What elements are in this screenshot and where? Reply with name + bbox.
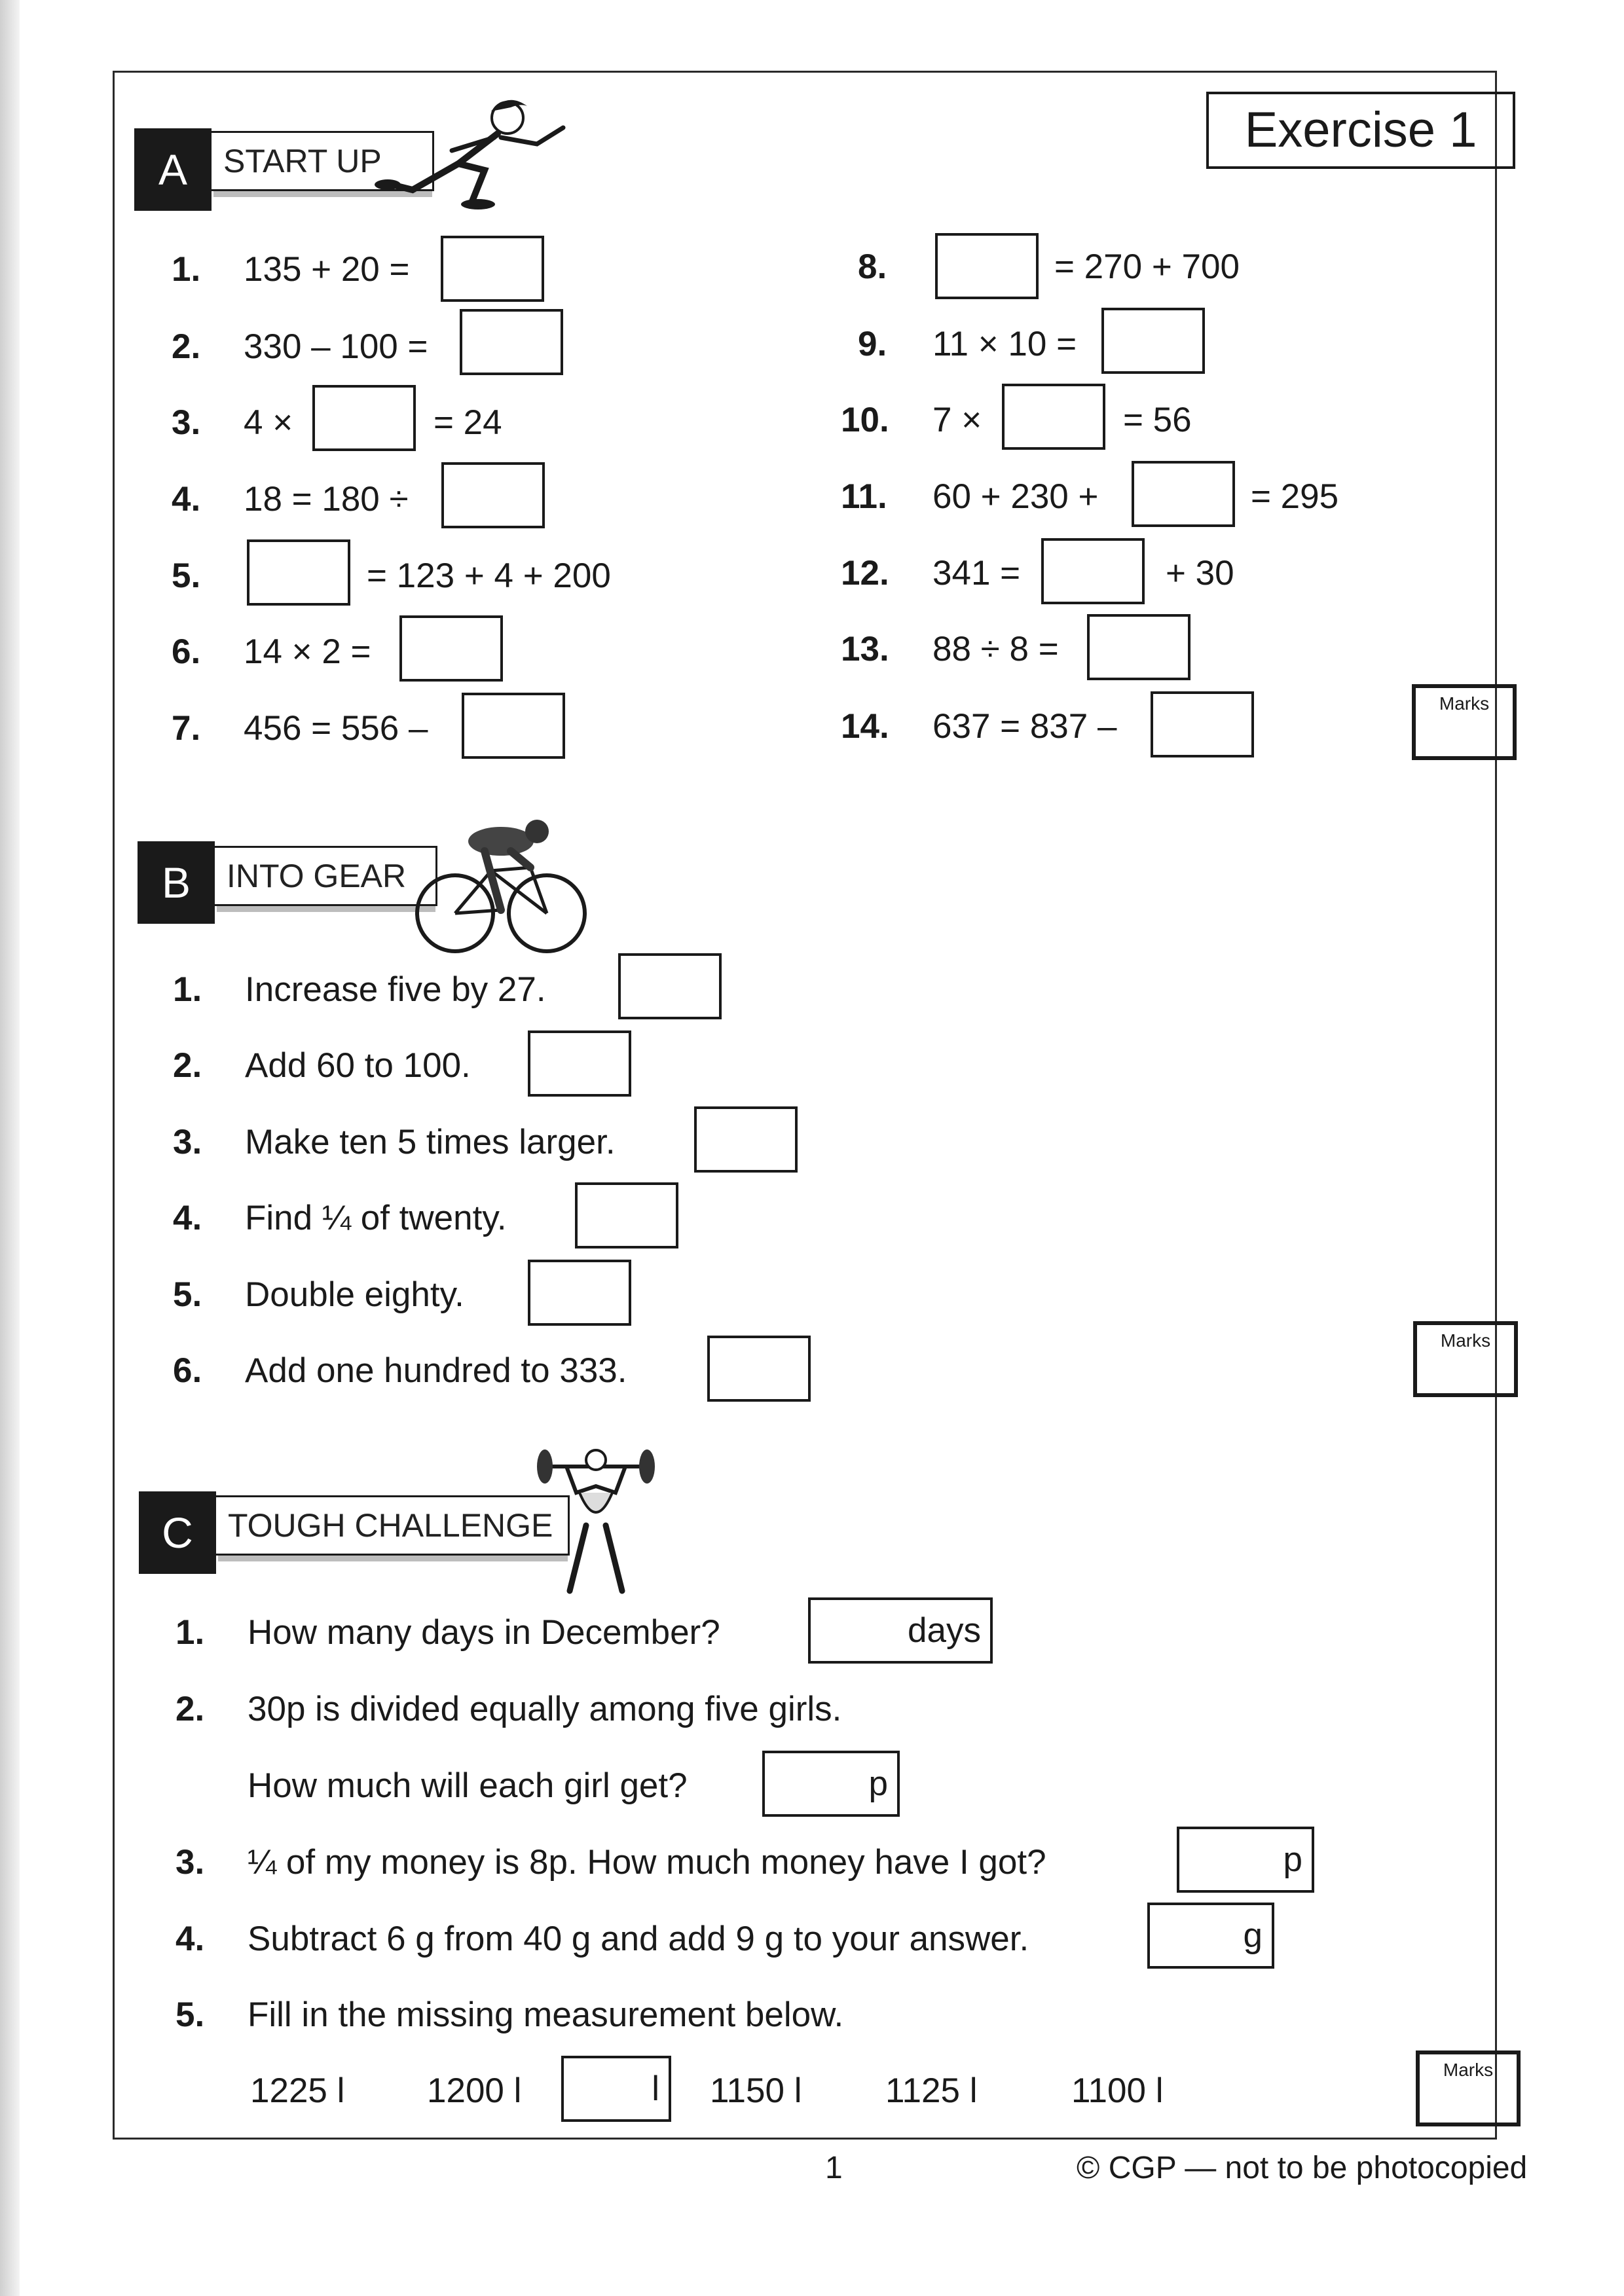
- b-q2-text: Add 60 to 100.: [245, 1046, 471, 1085]
- a-q14-answer-box[interactable]: [1151, 691, 1254, 757]
- a-q5-answer-box[interactable]: [247, 539, 350, 606]
- a-q6-number: 6.: [172, 632, 201, 671]
- a-q2-number: 2.: [172, 327, 201, 366]
- page-edge-shadow: [0, 0, 20, 2296]
- a-q4-answer-box[interactable]: [441, 462, 545, 528]
- c-q3-number: 3.: [175, 1843, 205, 1882]
- a-q4-text: 18 = 180 ÷: [244, 480, 409, 519]
- a-q14-text: 637 = 837 –: [932, 707, 1117, 746]
- a-q7-answer-box[interactable]: [462, 693, 565, 759]
- a-q4-number: 4.: [172, 480, 201, 519]
- a-q10-number: 10.: [841, 401, 889, 439]
- c-q5-seq-6: 1100 l: [1071, 2071, 1164, 2110]
- page-number: 1: [825, 2151, 843, 2185]
- b-q4-text: Find ¼ of twenty.: [245, 1199, 507, 1237]
- exercise-title: Exercise 1: [1206, 92, 1515, 169]
- a-q12-text: 341 =: [932, 554, 1021, 592]
- a-q1-answer-box[interactable]: [441, 236, 544, 302]
- section-c-marks-box[interactable]: Marks: [1416, 2050, 1521, 2126]
- a-q11-text: 60 + 230 +: [932, 477, 1099, 516]
- a-q10-text: 7 ×: [932, 401, 982, 439]
- a-q2-text: 330 – 100 =: [244, 327, 428, 366]
- a-q5-number: 5.: [172, 556, 201, 595]
- section-b-title: INTO GEAR: [215, 846, 437, 906]
- b-q4-answer-box[interactable]: [575, 1182, 678, 1248]
- c-q2-answer-box[interactable]: p: [762, 1751, 900, 1817]
- c-q4-text: Subtract 6 g from 40 g and add 9 g to your answer.: [248, 1920, 1029, 1958]
- b-q3-number: 3.: [173, 1123, 202, 1161]
- a-q9-number: 9.: [858, 325, 887, 363]
- c-q4-number: 4.: [175, 1920, 205, 1958]
- b-q4-number: 4.: [173, 1199, 202, 1237]
- section-b-letter: B: [138, 841, 215, 924]
- a-q9-answer-box[interactable]: [1101, 308, 1205, 374]
- section-c-title: TOUGH CHALLENGE: [216, 1495, 570, 1556]
- b-q2-answer-box[interactable]: [528, 1030, 631, 1097]
- section-a-letter: A: [134, 128, 212, 211]
- b-q3-text: Make ten 5 times larger.: [245, 1123, 616, 1161]
- b-q2-number: 2.: [173, 1046, 202, 1085]
- section-a-marks-box[interactable]: Marks: [1412, 684, 1517, 760]
- a-q8-answer-box[interactable]: [935, 233, 1039, 299]
- a-q3-text: 4 ×: [244, 403, 293, 442]
- b-q1-answer-box[interactable]: [618, 953, 722, 1019]
- a-q12-number: 12.: [841, 554, 889, 592]
- b-q5-answer-box[interactable]: [528, 1260, 631, 1326]
- a-q12-text-after: + 30: [1166, 554, 1234, 592]
- a-q8-number: 8.: [858, 247, 887, 286]
- b-q1-number: 1.: [173, 970, 202, 1009]
- c-q5-seq-1: 1225 l: [250, 2071, 345, 2110]
- b-q5-number: 5.: [173, 1275, 202, 1314]
- c-q1-answer-box[interactable]: days: [808, 1597, 993, 1664]
- a-q12-answer-box[interactable]: [1041, 538, 1145, 604]
- c-q3-answer-box[interactable]: p: [1177, 1827, 1314, 1893]
- weightlifter-icon: [530, 1440, 661, 1597]
- a-q5-text-after: = 123 + 4 + 200: [367, 556, 611, 595]
- b-q6-text: Add one hundred to 333.: [245, 1351, 627, 1390]
- a-q3-number: 3.: [172, 403, 201, 442]
- b-q3-answer-box[interactable]: [694, 1106, 798, 1173]
- a-q9-text: 11 × 10 =: [932, 325, 1077, 363]
- a-q13-answer-box[interactable]: [1087, 614, 1190, 680]
- a-q13-number: 13.: [841, 630, 889, 668]
- a-q11-number: 11.: [841, 477, 887, 516]
- a-q7-text: 456 = 556 –: [244, 709, 428, 748]
- a-q14-number: 14.: [841, 707, 889, 746]
- c-q5-text: Fill in the missing measurement below.: [248, 1995, 844, 2034]
- a-q10-text-after: = 56: [1123, 401, 1192, 439]
- b-q5-text: Double eighty.: [245, 1275, 464, 1314]
- a-q6-answer-box[interactable]: [399, 615, 503, 682]
- c-q3-text: ¼ of my money is 8p. How much money have I got?: [248, 1843, 1046, 1882]
- c-q5-seq-5: 1125 l: [885, 2071, 978, 2110]
- c-q5-seq-4: 1150 l: [710, 2071, 802, 2110]
- c-q4-answer-box[interactable]: g: [1147, 1903, 1274, 1969]
- a-q1-number: 1.: [172, 250, 201, 289]
- a-q1-text: 135 + 20 =: [244, 250, 410, 289]
- running-man-icon: [373, 92, 596, 210]
- a-q7-number: 7.: [172, 709, 201, 748]
- c-q1-number: 1.: [175, 1613, 205, 1652]
- c-q2-number: 2.: [175, 1690, 205, 1728]
- section-c-letter: C: [139, 1491, 216, 1574]
- a-q11-text-after: = 295: [1251, 477, 1339, 516]
- a-q11-answer-box[interactable]: [1132, 461, 1235, 527]
- b-q1-text: Increase five by 27.: [245, 970, 546, 1009]
- c-q5-number: 5.: [175, 1995, 205, 2034]
- a-q6-text: 14 × 2 =: [244, 632, 371, 671]
- c-q2-text-line2: How much will each girl get?: [248, 1766, 688, 1805]
- c-q5-seq-2: 1200 l: [427, 2071, 522, 2110]
- b-q6-answer-box[interactable]: [707, 1336, 811, 1402]
- a-q10-answer-box[interactable]: [1002, 384, 1105, 450]
- copyright-notice: © CGP — not to be photocopied: [1077, 2151, 1528, 2185]
- b-q6-number: 6.: [173, 1351, 202, 1390]
- a-q13-text: 88 ÷ 8 =: [932, 630, 1059, 668]
- a-q2-answer-box[interactable]: [460, 309, 563, 375]
- section-a-title: START UP: [212, 131, 434, 191]
- c-q1-text: How many days in December?: [248, 1613, 720, 1652]
- a-q3-answer-box[interactable]: [312, 385, 416, 451]
- section-b-marks-box[interactable]: Marks: [1413, 1321, 1518, 1397]
- cyclist-icon: [413, 805, 589, 956]
- a-q8-text-after: = 270 + 700: [1054, 247, 1240, 286]
- a-q3-text-after: = 24: [434, 403, 502, 442]
- c-q5-answer-box[interactable]: l: [561, 2056, 671, 2122]
- c-q2-text: 30p is divided equally among five girls.: [248, 1690, 842, 1728]
